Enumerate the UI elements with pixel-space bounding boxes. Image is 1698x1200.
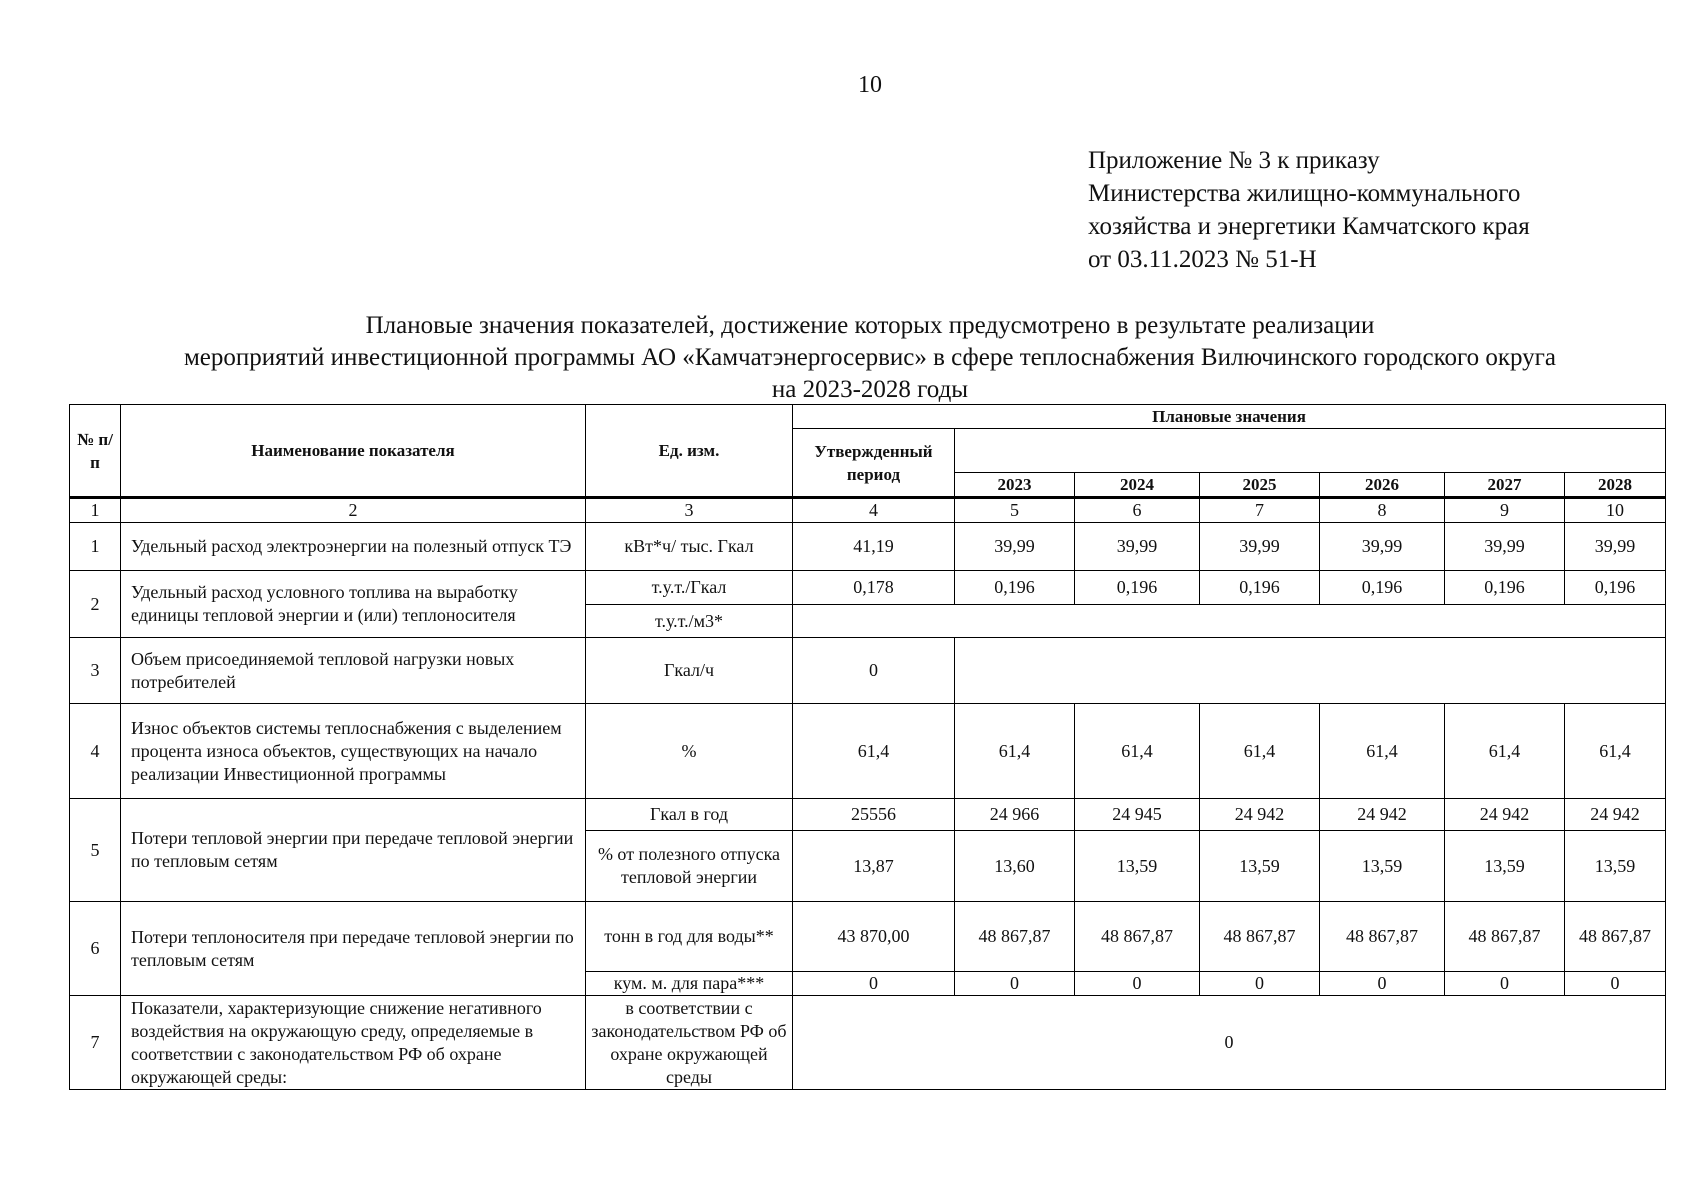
year-value: 24 966 (955, 799, 1075, 831)
appendix-line-2: Министерства жилищно-коммунального (1088, 180, 1521, 207)
year-value: 39,99 (955, 523, 1075, 571)
column-number: 2 (121, 498, 586, 523)
year-value: 0,196 (1200, 571, 1320, 605)
indicators-table (69, 404, 1666, 1090)
column-number: 4 (793, 498, 955, 523)
year-value: 61,4 (1565, 704, 1666, 799)
row-num: 6 (70, 902, 121, 996)
year-value: 48 867,87 (1565, 902, 1666, 972)
column-number: 1 (70, 498, 121, 523)
year-value: 39,99 (1075, 523, 1200, 571)
year-value: 39,99 (1200, 523, 1320, 571)
year-value: 61,4 (1320, 704, 1445, 799)
empty-values (955, 638, 1666, 704)
year-value: 61,4 (955, 704, 1075, 799)
approved-value: 13,87 (793, 831, 955, 902)
column-number: 7 (1200, 498, 1320, 523)
appendix-line-4: от 03.11.2023 № 51-Н (1088, 246, 1317, 273)
year-value: 0 (1200, 972, 1320, 996)
table-row (70, 902, 1666, 972)
header-year: 2023 (955, 473, 1075, 498)
year-value: 61,4 (1075, 704, 1200, 799)
column-number: 6 (1075, 498, 1200, 523)
year-value: 0 (1565, 972, 1666, 996)
row-num: 7 (70, 996, 121, 1090)
row-num: 4 (70, 704, 121, 799)
table-row (70, 571, 1666, 605)
year-value: 13,59 (1075, 831, 1200, 902)
year-value: 0,196 (1075, 571, 1200, 605)
unit-cell: т.у.т./Гкал (586, 571, 793, 605)
indicator-name: Потери теплоносителя при передаче тепловой энергии по тепловым сетям (121, 902, 586, 996)
header-year: 2028 (1565, 473, 1666, 498)
year-value: 24 942 (1565, 799, 1666, 831)
row-num: 3 (70, 638, 121, 704)
row-num: 5 (70, 799, 121, 902)
approved-value: 0,178 (793, 571, 955, 605)
header-year: 2025 (1200, 473, 1320, 498)
year-value: 24 942 (1320, 799, 1445, 831)
unit-cell: тонн в год для воды** (586, 902, 793, 972)
year-value: 0 (955, 972, 1075, 996)
year-value: 39,99 (1320, 523, 1445, 571)
unit-cell: % (586, 704, 793, 799)
title-line-1: Плановые значения показателей, достижение которых предусмотрено в результате реализации (365, 312, 1375, 339)
approved-value: 61,4 (793, 704, 955, 799)
header-planned: Плановые значения (793, 405, 1666, 429)
year-value: 48 867,87 (1320, 902, 1445, 972)
appendix-block (1088, 144, 1530, 276)
year-value: 48 867,87 (1075, 902, 1200, 972)
year-value: 48 867,87 (1200, 902, 1320, 972)
year-value: 24 942 (1200, 799, 1320, 831)
year-value: 0,196 (1565, 571, 1666, 605)
row-num: 2 (70, 571, 121, 638)
year-value: 0,196 (1320, 571, 1445, 605)
header-unit: Ед. изм. (586, 405, 793, 498)
indicator-name: Удельный расход условного топлива на выработку единицы тепловой энергии и (или) теплоносителя (121, 571, 586, 638)
column-number: 3 (586, 498, 793, 523)
indicator-name: Показатели, характеризующие снижение негативного воздействия на окружающую среду, определяемые в соответствии с законодательством РФ об охране окружающей среды: (121, 996, 586, 1090)
year-value: 0 (1320, 972, 1445, 996)
table-row (70, 704, 1666, 799)
approved-value: 25556 (793, 799, 955, 831)
unit-cell: Гкал в год (586, 799, 793, 831)
row-num: 1 (70, 523, 121, 571)
year-value: 13,59 (1200, 831, 1320, 902)
unit-cell: кВт*ч/ тыс. Гкал (586, 523, 793, 571)
column-number: 9 (1445, 498, 1565, 523)
approved-value: 0 (793, 972, 955, 996)
year-value: 24 942 (1445, 799, 1565, 831)
unit-cell: % от полезного отпуска тепловой энергии (586, 831, 793, 902)
year-value: 13,59 (1445, 831, 1565, 902)
header-year: 2027 (1445, 473, 1565, 498)
empty-values (793, 605, 1666, 638)
year-value: 0 (1075, 972, 1200, 996)
table-row (70, 523, 1666, 571)
year-value: 13,60 (955, 831, 1075, 902)
unit-cell: кум. м. для пара*** (586, 972, 793, 996)
page-number: 10 (858, 72, 882, 98)
unit-cell: в соответствии с законодательством РФ об охране окружающей среды (586, 996, 793, 1090)
approved-value: 43 870,00 (793, 902, 955, 972)
year-value: 0,196 (1445, 571, 1565, 605)
year-value: 61,4 (1200, 704, 1320, 799)
merged-value: 0 (793, 996, 1666, 1090)
indicator-name: Удельный расход электроэнергии на полезный отпуск ТЭ (121, 523, 586, 571)
indicator-name: Потери тепловой энергии при передаче тепловой энергии по тепловым сетям (121, 799, 586, 902)
document-title (0, 310, 1698, 406)
header-year: 2026 (1320, 473, 1445, 498)
appendix-line-1: Приложение № 3 к приказу (1088, 147, 1380, 174)
indicator-name: Износ объектов системы теплоснабжения с выделением процента износа объектов, существующих на начало реализации Инвестиционной программы (121, 704, 586, 799)
year-value: 0 (1445, 972, 1565, 996)
indicator-name: Объем присоединяемой тепловой нагрузки новых потребителей (121, 638, 586, 704)
column-number: 8 (1320, 498, 1445, 523)
year-value: 24 945 (1075, 799, 1200, 831)
year-value: 48 867,87 (1445, 902, 1565, 972)
year-value: 39,99 (1565, 523, 1666, 571)
header-years-group (955, 429, 1666, 473)
column-number: 10 (1565, 498, 1666, 523)
approved-value: 0 (793, 638, 955, 704)
table-row (70, 799, 1666, 831)
header-year: 2024 (1075, 473, 1200, 498)
approved-value: 41,19 (793, 523, 955, 571)
appendix-line-3: хозяйства и энергетики Камчатского края (1088, 213, 1530, 240)
title-line-2: мероприятий инвестиционной программы АО «Камчатэнергосервис» в сфере теплоснабжения Вилючинского городского округа (183, 344, 1557, 371)
unit-cell: Гкал/ч (586, 638, 793, 704)
unit-cell: т.у.т./м3* (586, 605, 793, 638)
year-value: 13,59 (1565, 831, 1666, 902)
year-value: 61,4 (1445, 704, 1565, 799)
table-row (70, 996, 1666, 1090)
table-row (70, 638, 1666, 704)
year-value: 0,196 (955, 571, 1075, 605)
header-name: Наименование показателя (121, 405, 586, 498)
title-line-3: на 2023-2028 годы (771, 376, 969, 403)
column-number: 5 (955, 498, 1075, 523)
year-value: 39,99 (1445, 523, 1565, 571)
header-num: № п/п (70, 405, 121, 498)
year-value: 13,59 (1320, 831, 1445, 902)
year-value: 48 867,87 (955, 902, 1075, 972)
header-approved: Утвержденный период (793, 429, 955, 498)
